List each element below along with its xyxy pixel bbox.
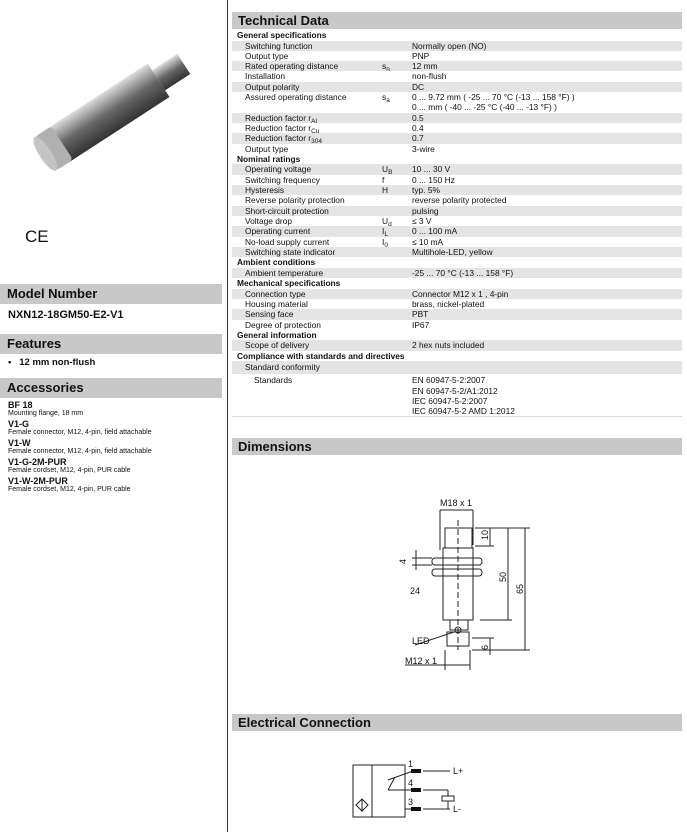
- spec-label: [232, 361, 382, 374]
- spec-value: [412, 216, 682, 226]
- features-heading: Features: [0, 334, 222, 354]
- spec-symbol: [382, 175, 412, 185]
- l-plus-label: L+: [453, 766, 464, 776]
- label-subscript: 304: [311, 138, 322, 146]
- accessory-name: V1-G: [8, 419, 30, 429]
- spec-value: [412, 340, 682, 350]
- spec-symbol: [382, 51, 412, 61]
- symbol: I: [382, 226, 385, 237]
- value-line: 0 ... 100 mA: [412, 226, 458, 237]
- spec-row: [232, 92, 682, 113]
- value-line: 0 ... 150 Hz: [412, 174, 455, 185]
- spec-label-text: Connection type: [245, 288, 306, 299]
- value-line: IP67: [412, 319, 430, 330]
- value-line: DC: [412, 81, 425, 92]
- spec-label: [232, 71, 382, 81]
- symbol: I: [382, 236, 385, 247]
- spec-value: [412, 144, 682, 154]
- value-line: ≤ 10 mA: [412, 236, 444, 247]
- value-line: pulsing: [412, 205, 439, 216]
- spec-label-text: Standards: [254, 375, 293, 386]
- spec-row: [232, 61, 682, 74]
- spec-label: [232, 51, 382, 61]
- spec-row: [232, 361, 682, 374]
- value-line: PBT: [412, 309, 429, 320]
- spec-symbol: [382, 361, 412, 374]
- spec-symbol: [382, 340, 412, 350]
- accessory-description: Female connector, M12, 4-pin, field attachable: [8, 448, 152, 455]
- value-line: IEC 60947-5-2 AMD 1:2012: [412, 406, 515, 417]
- value-line: 0.5: [412, 112, 424, 123]
- value-line: 2 hex nuts included: [412, 340, 485, 351]
- spec-label-text: Short-circuit protection: [245, 205, 329, 216]
- spec-row: [232, 175, 682, 185]
- spec-label: [232, 320, 382, 330]
- spec-value: [412, 268, 682, 278]
- spec-value: [412, 113, 682, 123]
- spec-value: [412, 185, 682, 195]
- value-line: brass, nickel-plated: [412, 298, 485, 309]
- spec-row: [232, 237, 682, 247]
- spec-label-text: Operating current: [245, 226, 311, 237]
- spec-row: [232, 82, 682, 92]
- spec-value: [412, 375, 682, 416]
- spec-label: [232, 123, 382, 133]
- spec-label: [232, 92, 382, 113]
- spec-label: [232, 236, 385, 247]
- symbol-subscript: 0: [384, 241, 388, 249]
- spec-symbol: [382, 133, 412, 143]
- spec-label: [232, 113, 382, 123]
- spec-label: [232, 289, 382, 299]
- spec-label-text: Switching function: [245, 40, 313, 51]
- technical-data-heading: Technical Data: [232, 12, 682, 29]
- spec-label: [232, 375, 382, 416]
- spec-value: [412, 133, 682, 143]
- spec-symbol: [382, 299, 412, 309]
- spec-symbol: [382, 185, 412, 195]
- spec-value: [412, 164, 682, 174]
- dim-4: 4: [398, 558, 408, 564]
- spec-label-text: Reduction factor r: [245, 133, 312, 144]
- wiring-diagram: [345, 755, 480, 825]
- value-line: Connector M12 x 1 , 4-pin: [412, 288, 509, 299]
- spec-symbol: [382, 195, 412, 205]
- led-label: LED: [412, 636, 430, 646]
- value-line: 0 ... mm ( -40 ... -25 °C (-40 ... -13 °F) ): [412, 102, 557, 113]
- spec-row: [232, 374, 682, 417]
- spec-value: [412, 226, 682, 236]
- spec-label-text: Installation: [245, 71, 286, 82]
- spec-label-text: Output polarity: [245, 81, 300, 92]
- spec-label: [232, 61, 382, 71]
- spec-value: [412, 123, 682, 133]
- value-line: 12 mm: [412, 61, 438, 72]
- section-heading: General information: [237, 329, 317, 340]
- section-heading: Ambient conditions: [237, 257, 316, 268]
- accessory-description: Female cordset, M12, 4-pin, PUR cable: [8, 486, 131, 493]
- dim-50: 50: [498, 571, 508, 582]
- spec-row: [232, 216, 682, 226]
- spec-symbol: [382, 92, 412, 113]
- spec-label: [232, 144, 382, 154]
- spec-value: [412, 61, 682, 71]
- spec-row: [232, 185, 682, 195]
- spec-symbol: [382, 289, 412, 299]
- accessory-description: Mounting flange, 18 mm: [8, 410, 84, 417]
- spec-label-text: Switching frequency: [245, 174, 320, 185]
- spec-label: [232, 216, 382, 226]
- spec-symbol: [382, 268, 412, 278]
- spec-label-text: Rated operating distance: [245, 61, 339, 72]
- spec-symbol: [382, 144, 412, 154]
- spec-label-text: Reverse polarity protection: [245, 195, 345, 206]
- symbol: H: [382, 185, 389, 196]
- symbol-subscript: B: [388, 169, 393, 177]
- spec-label-text: Voltage drop: [245, 215, 293, 226]
- section-heading: Nominal ratings: [237, 153, 301, 164]
- spec-row: [232, 144, 682, 154]
- spec-row: [232, 289, 682, 299]
- spec-label-text: Output type: [245, 143, 289, 154]
- symbol: s: [382, 61, 387, 72]
- spec-symbol: [382, 61, 412, 74]
- value-line: ≤ 3 V: [412, 215, 432, 226]
- spec-row: [232, 123, 682, 133]
- value-line: non-flush: [412, 71, 447, 82]
- spec-symbol: [382, 41, 412, 51]
- spec-row: [232, 71, 682, 81]
- spec-row: [232, 51, 682, 61]
- spec-symbol: [382, 226, 412, 239]
- value-line: EN 60947-5-2:2007: [412, 375, 486, 386]
- column-divider: [227, 0, 228, 832]
- section-heading: Compliance with standards and directives: [237, 350, 405, 361]
- spec-symbol: [382, 216, 412, 226]
- value-line: PNP: [412, 50, 430, 61]
- spec-symbol: [382, 320, 412, 330]
- label-subscript: Cu: [311, 127, 320, 135]
- spec-row: [232, 195, 682, 205]
- spec-label-text: Operating voltage: [245, 164, 312, 175]
- value-line: 0 ... 9.72 mm ( -25 ... 70 °C (-13 ... 158 °F) ): [412, 92, 575, 103]
- spec-row: [232, 320, 682, 330]
- spec-label: [232, 41, 382, 51]
- dim-10: 10: [480, 529, 490, 540]
- spec-value: [412, 247, 682, 257]
- ce-mark: CE: [25, 227, 49, 246]
- spec-label-text: Switching state indicator: [245, 246, 336, 257]
- spec-symbol: [382, 71, 412, 81]
- spec-value: [412, 92, 682, 113]
- spec-row: [232, 247, 682, 257]
- accessory-name: BF 18: [8, 400, 33, 410]
- accessory-name: V1-W: [8, 438, 31, 448]
- spec-label-text: Standard conformity: [245, 362, 320, 373]
- spec-label-text: Reduction factor r: [245, 122, 312, 133]
- spec-value: [412, 41, 682, 51]
- value-line: 0.7: [412, 133, 424, 144]
- spec-value: [412, 195, 682, 205]
- section-heading: Mechanical specifications: [237, 278, 341, 289]
- value-line: IEC 60947-5-2:2007: [412, 395, 488, 406]
- spec-value: [412, 175, 682, 185]
- value-line: Multihole-LED, yellow: [412, 246, 493, 257]
- spec-label: [232, 226, 385, 237]
- symbol: f: [382, 174, 385, 185]
- value-line: 10 ... 30 V: [412, 164, 451, 175]
- value-line: EN 60947-5-2/A1:2012: [412, 385, 498, 396]
- spec-row: [232, 268, 682, 278]
- spec-row: [232, 309, 682, 319]
- accessories-list: [8, 398, 152, 493]
- value-line: reverse polarity protected: [412, 195, 507, 206]
- model-number-heading: Model Number: [0, 284, 222, 304]
- spec-row: [232, 113, 682, 123]
- spec-label-text: Housing material: [245, 298, 308, 309]
- l-minus-label: L-: [453, 804, 462, 814]
- symbol-subscript: n: [386, 66, 390, 74]
- connector-thread-label: M12 x 1: [405, 656, 438, 666]
- electrical-connection-heading: Electrical Connection: [232, 714, 682, 731]
- product-photo: [15, 30, 215, 180]
- spec-label-text: Assured operating distance: [245, 92, 347, 103]
- spec-symbol: [382, 113, 412, 123]
- spec-symbol: [382, 206, 412, 216]
- spec-value: [412, 289, 682, 299]
- spec-label-text: Degree of protection: [245, 319, 321, 330]
- spec-value: [412, 51, 682, 61]
- spec-value: [412, 237, 682, 247]
- spec-label: [232, 247, 382, 257]
- symbol-subscript: d: [388, 220, 392, 228]
- spec-label-text: Scope of delivery: [245, 340, 310, 351]
- spec-row: [232, 41, 682, 51]
- spec-symbol: [382, 82, 412, 92]
- accessory-description: Female cordset, M12, 4-pin, PUR cable: [8, 467, 131, 474]
- pin-1: 1: [408, 759, 414, 769]
- feature-item: • 12 mm non-flush: [8, 357, 96, 368]
- dim-65: 65: [515, 583, 525, 594]
- spec-value: [412, 71, 682, 81]
- symbol: s: [382, 92, 387, 103]
- spec-row: [232, 206, 682, 216]
- value-line: Normally open (NO): [412, 40, 487, 51]
- dimensions-drawing: [390, 490, 550, 670]
- spec-label: [232, 206, 382, 216]
- technical-data-table: [232, 30, 682, 417]
- spec-label: [232, 185, 382, 195]
- value-line: -25 ... 70 °C (-13 ... 158 °F): [412, 267, 514, 278]
- value-line: 3-wire: [412, 143, 435, 154]
- model-number: NXN12-18GM50-E2-V1: [8, 309, 124, 321]
- spec-symbol: [382, 123, 412, 133]
- spec-label: [232, 340, 382, 350]
- spec-symbol: [382, 309, 412, 319]
- spec-row: [232, 340, 682, 350]
- spec-value: [412, 82, 682, 92]
- symbol: U: [382, 215, 389, 226]
- thread-label: M18 x 1: [440, 498, 473, 508]
- spec-value: [412, 299, 682, 309]
- spec-label-text: Ambient temperature: [245, 267, 324, 278]
- pin-4: 4: [408, 778, 414, 788]
- spec-symbol: [382, 164, 412, 177]
- spec-label: [232, 133, 382, 146]
- value-line: [412, 361, 682, 371]
- accessories-heading: Accessories: [0, 378, 222, 398]
- spec-symbol: [382, 375, 412, 416]
- wrench-size: 24: [410, 586, 421, 596]
- spec-label: [232, 195, 382, 205]
- spec-value: [412, 309, 682, 319]
- spec-row: [232, 164, 682, 177]
- spec-label-text: Sensing face: [245, 309, 294, 320]
- spec-value: [412, 320, 682, 330]
- spec-row: [232, 226, 682, 239]
- accessory-name: V1-G-2M-PUR: [8, 457, 67, 467]
- label-subscript: Al: [311, 117, 317, 125]
- spec-row: [232, 299, 682, 309]
- spec-label-text: Reduction factor r: [245, 112, 312, 123]
- dimensions-heading: Dimensions: [232, 438, 682, 455]
- spec-label: [232, 174, 385, 185]
- spec-label-text: No-load supply current: [245, 236, 330, 247]
- value-line: 0.4: [412, 122, 424, 133]
- spec-label: [232, 82, 382, 92]
- spec-value: [412, 206, 682, 216]
- symbol-subscript: L: [384, 231, 388, 239]
- dim-6: 6: [480, 644, 490, 650]
- spec-label-text: Output type: [245, 50, 289, 61]
- spec-label: [232, 309, 382, 319]
- accessory-description: Female connector, M12, 4-pin, field attachable: [8, 429, 152, 436]
- spec-row: [232, 133, 682, 146]
- section-heading: General specifications: [237, 30, 327, 40]
- spec-symbol: [382, 237, 412, 247]
- spec-value: [412, 361, 682, 374]
- spec-label-text: Hysteresis: [245, 185, 285, 196]
- symbol-subscript: a: [386, 97, 390, 105]
- spec-label: [232, 164, 382, 174]
- pin-3: 3: [408, 797, 414, 807]
- value-line: typ. 5%: [412, 185, 440, 196]
- symbol: U: [382, 164, 389, 175]
- feature-text: 12 mm non-flush: [19, 357, 96, 368]
- spec-label: [232, 299, 382, 309]
- accessory-name: V1-W-2M-PUR: [8, 476, 68, 486]
- spec-label: [232, 268, 382, 278]
